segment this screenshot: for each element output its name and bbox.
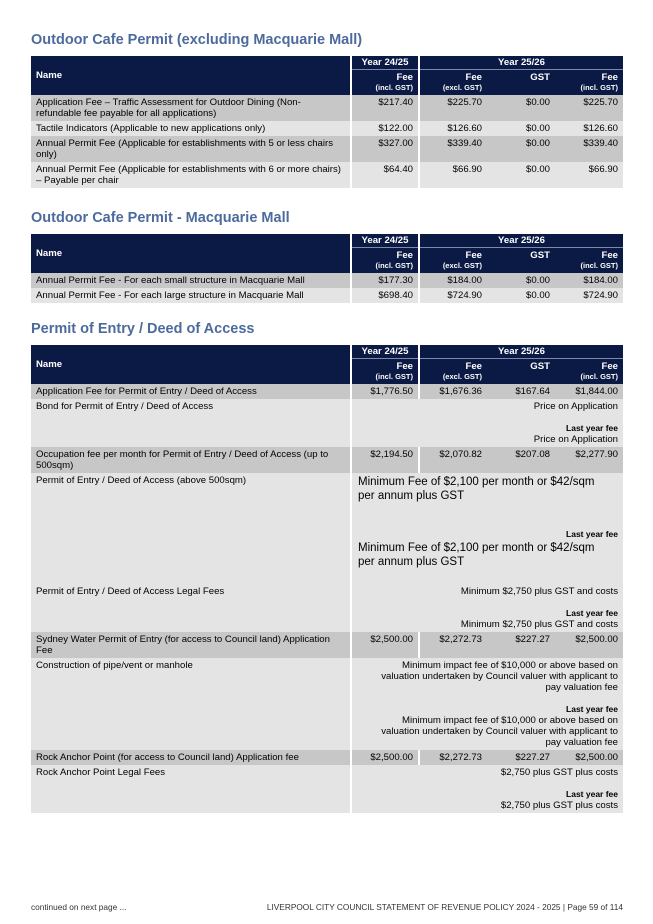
fee-text: Minimum Fee of $2,100 per month or $42/sqm per annum plus GST xyxy=(358,476,595,502)
fee-incl: $2,500.00 xyxy=(555,750,623,765)
table-row xyxy=(31,384,623,399)
fee-name: Application Fee – Traffic Assessment for Outdoor Dining (Non-refundable fee payable for all applications) xyxy=(31,95,351,121)
fee-incl: $339.40 xyxy=(555,136,623,162)
fee-text-cell xyxy=(351,658,623,750)
last-year-fee-label: Last year fee xyxy=(566,608,619,618)
fee-prev: $2,500.00 xyxy=(351,750,419,765)
header-incl-gst: (incl. GST) xyxy=(351,372,419,384)
fee-prev: $64.40 xyxy=(351,162,419,188)
table-row xyxy=(31,136,623,162)
fee-name: Sydney Water Permit of Entry (for access to Council land) Application Fee xyxy=(31,632,351,658)
table-row xyxy=(31,584,623,632)
fee-name: Application Fee for Permit of Entry / Deed of Access xyxy=(31,384,351,399)
table-row xyxy=(31,162,623,188)
last-year-fee-label: Last year fee xyxy=(566,789,619,799)
fee-excl: $126.60 xyxy=(419,121,487,136)
header-name: Name xyxy=(31,56,351,95)
fee-text-cell xyxy=(351,584,623,632)
fee-name: Permit of Entry / Deed of Access Legal Fees xyxy=(31,584,351,632)
header-incl-gst: (incl. GST) xyxy=(555,372,623,384)
fee-incl: $66.90 xyxy=(555,162,623,188)
table-row xyxy=(31,658,623,750)
fee-prev: $1,776.50 xyxy=(351,384,419,399)
last-year-fee-value: Price on Application xyxy=(533,434,619,445)
fee-excl: $2,272.73 xyxy=(419,632,487,658)
header-excl-gst: (excl. GST) xyxy=(419,261,487,273)
header-fee: Fee xyxy=(419,248,487,262)
header-incl-gst: (incl. GST) xyxy=(351,261,419,273)
fee-name: Rock Anchor Point (for access to Council land) Application fee xyxy=(31,750,351,765)
table-row xyxy=(31,632,623,658)
continued-note: continued on next page ... xyxy=(31,902,127,912)
fee-gst: $227.27 xyxy=(487,750,555,765)
fee-name: Annual Permit Fee (Applicable for establishments with 5 or less chairs only) xyxy=(31,136,351,162)
header-incl-gst: (incl. GST) xyxy=(555,83,623,95)
fee-gst: $0.00 xyxy=(487,288,555,303)
fee-prev: $2,500.00 xyxy=(351,632,419,658)
header-fee: Fee xyxy=(555,70,623,84)
fee-prev: $177.30 xyxy=(351,273,419,288)
fee-name: Occupation fee per month for Permit of Entry / Deed of Access (up to 500sqm) xyxy=(31,447,351,473)
fee-name: Bond for Permit of Entry / Deed of Access xyxy=(31,399,351,447)
last-year-fee-label: Last year fee xyxy=(566,423,619,433)
fee-name: Tactile Indicators (Applicable to new applications only) xyxy=(31,121,351,136)
header-fee: Fee xyxy=(555,359,623,373)
table-row xyxy=(31,447,623,473)
header-year-prev: Year 24/25 xyxy=(351,345,419,359)
fee-prev: $217.40 xyxy=(351,95,419,121)
fee-incl: $184.00 xyxy=(555,273,623,288)
header-fee: Fee xyxy=(555,248,623,262)
fee-name: Annual Permit Fee (Applicable for establishments with 6 or more chairs) – Payable per chair xyxy=(31,162,351,188)
fee-name: Construction of pipe/vent or manhole xyxy=(31,658,351,750)
fee-gst: $207.08 xyxy=(487,447,555,473)
fee-text-cell xyxy=(351,399,623,447)
header-year-curr: Year 25/26 xyxy=(419,345,623,359)
fee-text-cell xyxy=(351,765,623,813)
last-year-fee-label: Last year fee xyxy=(566,704,619,714)
header-year-curr: Year 25/26 xyxy=(419,234,623,248)
section-title-macquarie-mall: Outdoor Cafe Permit - Macquarie Mall xyxy=(31,210,290,226)
fee-text: Price on Application xyxy=(533,401,619,412)
header-year-curr: Year 25/26 xyxy=(419,56,623,70)
fee-text: Minimum $2,750 plus GST and costs xyxy=(460,586,619,597)
header-fee: Fee xyxy=(351,359,419,373)
fee-gst: $0.00 xyxy=(487,136,555,162)
fee-gst: $0.00 xyxy=(487,95,555,121)
header-gst: GST xyxy=(487,359,555,373)
last-year-fee-value: $2,750 plus GST plus costs xyxy=(500,800,619,811)
header-excl-gst: (excl. GST) xyxy=(419,83,487,95)
fee-excl: $66.90 xyxy=(419,162,487,188)
last-year-fee-value: Minimum impact fee of $10,000 or above based on valuation undertaken by Council valuer with applicant to pay valuation fee xyxy=(381,715,619,748)
fee-gst: $167.64 xyxy=(487,384,555,399)
section-title-permit-of-entry: Permit of Entry / Deed of Access xyxy=(31,321,255,337)
fee-gst: $0.00 xyxy=(487,162,555,188)
section-title-outdoor-cafe: Outdoor Cafe Permit (excluding Macquarie Mall) xyxy=(31,32,363,48)
header-gst: GST xyxy=(487,248,555,262)
table-row xyxy=(31,765,623,813)
table-row xyxy=(31,750,623,765)
fee-excl: $1,676.36 xyxy=(419,384,487,399)
header-incl-gst: (incl. GST) xyxy=(555,261,623,273)
fee-excl: $184.00 xyxy=(419,273,487,288)
table-row xyxy=(31,288,623,303)
header-fee: Fee xyxy=(419,70,487,84)
header-fee: Fee xyxy=(351,70,419,84)
fee-table-outdoor-cafe xyxy=(31,56,623,188)
header-name: Name xyxy=(31,345,351,384)
last-year-fee-value: Minimum Fee of $2,100 per month or $42/sqm per annum plus GST xyxy=(358,542,595,568)
fee-incl: $2,500.00 xyxy=(555,632,623,658)
fee-prev: $698.40 xyxy=(351,288,419,303)
fee-incl: $126.60 xyxy=(555,121,623,136)
header-excl-gst: (excl. GST) xyxy=(419,372,487,384)
fee-incl: $724.90 xyxy=(555,288,623,303)
fee-prev: $327.00 xyxy=(351,136,419,162)
header-fee: Fee xyxy=(351,248,419,262)
header-gst: GST xyxy=(487,70,555,84)
fee-excl: $339.40 xyxy=(419,136,487,162)
fee-text-cell xyxy=(351,473,623,584)
fee-excl: $225.70 xyxy=(419,95,487,121)
fee-excl: $724.90 xyxy=(419,288,487,303)
table-row xyxy=(31,121,623,136)
fee-gst: $227.27 xyxy=(487,632,555,658)
fee-gst: $0.00 xyxy=(487,273,555,288)
table-row xyxy=(31,273,623,288)
fee-table-macquarie-mall xyxy=(31,234,623,303)
fee-name: Annual Permit Fee - For each small structure in Macquarie Mall xyxy=(31,273,351,288)
table-row xyxy=(31,399,623,447)
fee-excl: $2,272.73 xyxy=(419,750,487,765)
footer-page-info: LIVERPOOL CITY COUNCIL STATEMENT OF REVENUE POLICY 2024 - 2025 | Page 59 of 114 xyxy=(266,902,623,912)
fee-excl: $2,070.82 xyxy=(419,447,487,473)
fee-incl: $225.70 xyxy=(555,95,623,121)
fee-name: Permit of Entry / Deed of Access (above 500sqm) xyxy=(31,473,351,584)
fee-incl: $1,844.00 xyxy=(555,384,623,399)
fee-text: $2,750 plus GST plus costs xyxy=(500,767,619,778)
last-year-fee-label: Last year fee xyxy=(566,529,619,539)
table-row xyxy=(31,473,623,584)
table-row xyxy=(31,95,623,121)
fee-gst: $0.00 xyxy=(487,121,555,136)
fee-table-permit-of-entry xyxy=(31,345,623,813)
fee-prev: $122.00 xyxy=(351,121,419,136)
fee-name: Rock Anchor Point Legal Fees xyxy=(31,765,351,813)
fee-incl: $2,277.90 xyxy=(555,447,623,473)
header-year-prev: Year 24/25 xyxy=(351,56,419,70)
header-fee: Fee xyxy=(419,359,487,373)
header-year-prev: Year 24/25 xyxy=(351,234,419,248)
fee-text: Minimum impact fee of $10,000 or above based on valuation undertaken by Council valuer with applicant to pay valuation fee xyxy=(381,660,619,693)
fee-prev: $2,194.50 xyxy=(351,447,419,473)
last-year-fee-value: Minimum $2,750 plus GST and costs xyxy=(460,619,619,630)
header-name: Name xyxy=(31,234,351,273)
fee-name: Annual Permit Fee - For each large structure in Macquarie Mall xyxy=(31,288,351,303)
header-incl-gst: (incl. GST) xyxy=(351,83,419,95)
